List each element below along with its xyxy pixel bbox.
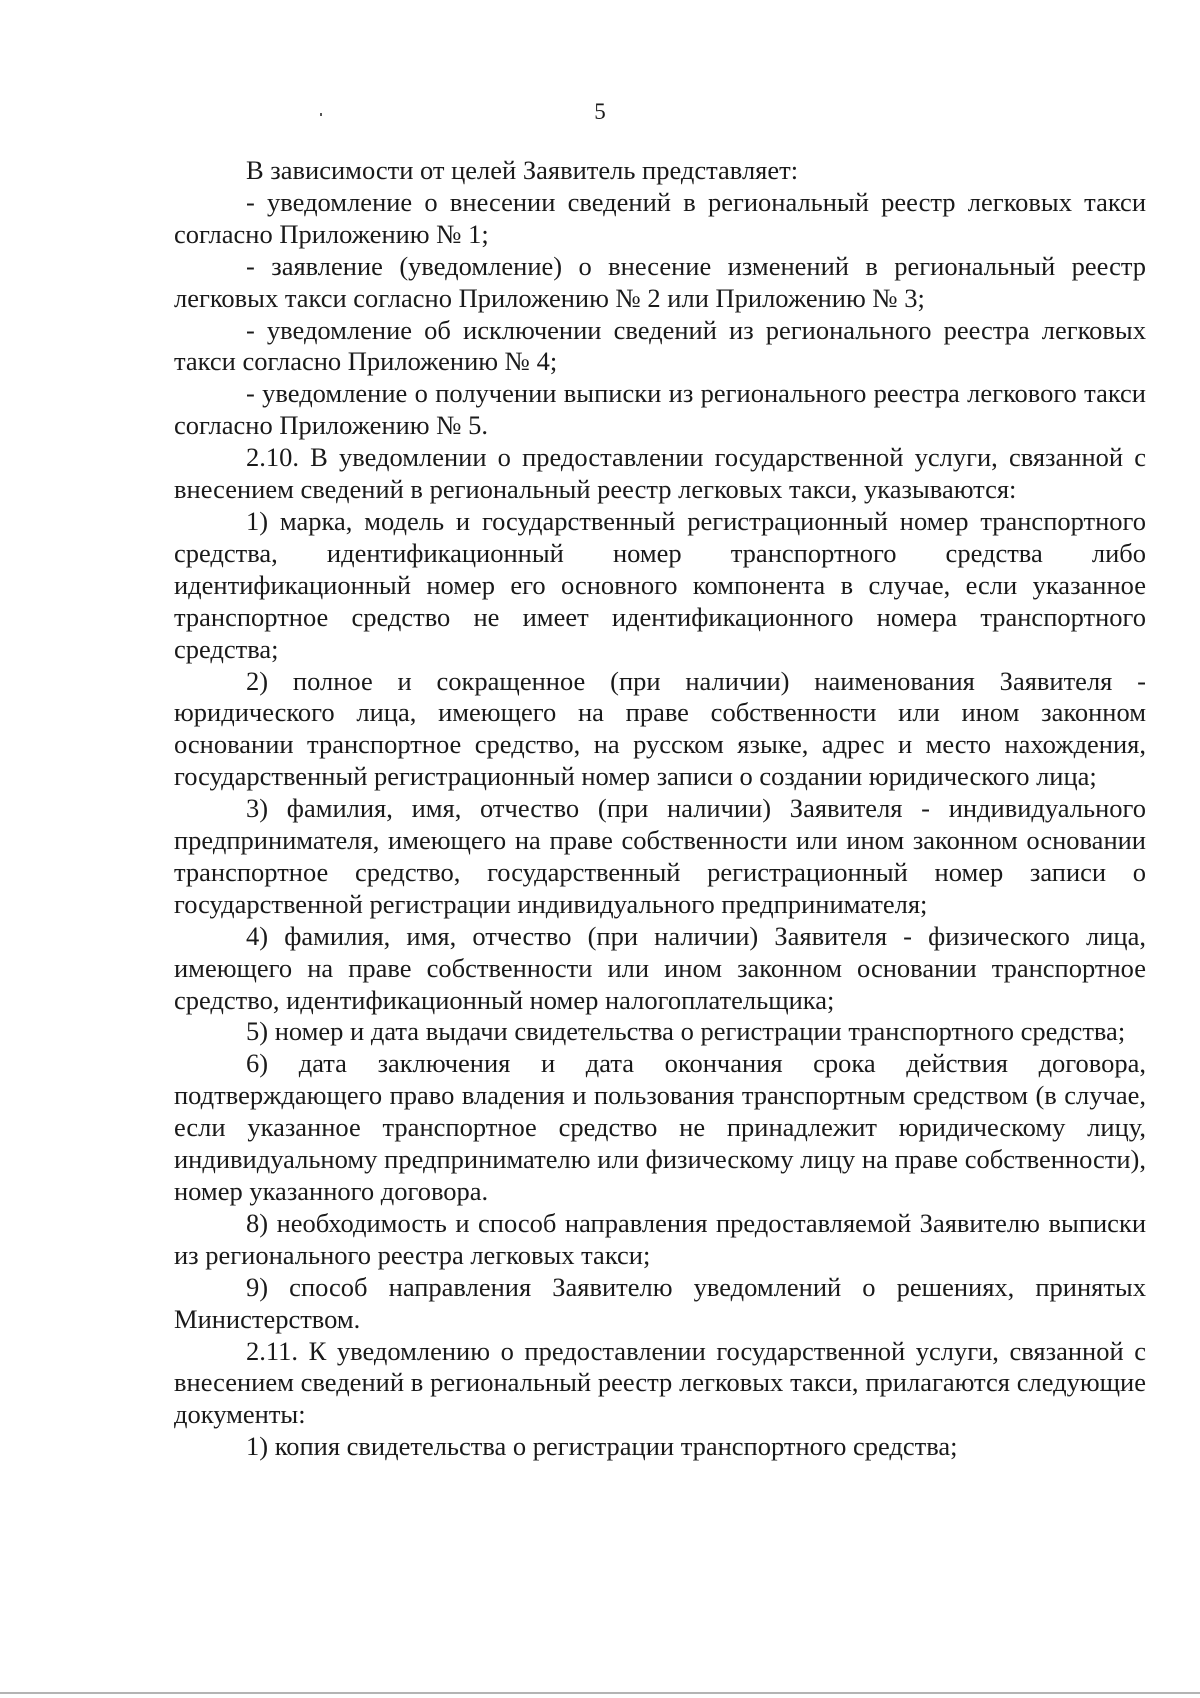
paragraph-item: 8) необходимость и способ направления предоставляемой Заявителю выписки из регионального реестра легковых такси; (174, 1207, 1146, 1270)
paragraph-item: - заявление (уведомление) о внесение изменений в региональный реестр легковых такси согласно Приложению № 2 или Приложению № 3; (174, 250, 1146, 313)
paragraph-clause-2-10: 2.10. В уведомлении о предоставлении государственной услуги, связанной с внесением сведений в региональный реестр легковых такси, указываются: (174, 442, 1146, 505)
paragraph-item: - уведомление о получении выписки из регионального реестра легкового такси согласно Приложению № 5. (174, 378, 1146, 441)
document-body (174, 155, 1146, 1463)
scan-speck (320, 113, 322, 116)
paragraph-item: 2) полное и сокращенное (при наличии) наименования Заявителя - юридического лица, имеющего на праве собственности или ином законном основании транспортное средство, на русском языке, адрес и место нахождения, государственный регистрационный номер записи о создании юридического лица; (174, 665, 1146, 792)
paragraph-clause-2-11: 2.11. К уведомлению о предоставлении государственной услуги, связанной с внесением сведений в региональный реестр легковых такси, прилагаются следующие документы: (174, 1335, 1146, 1430)
paragraph-item: 3) фамилия, имя, отчество (при наличии) Заявителя - индивидуального предпринимателя, имеющего на праве собственности или ином законном основании транспортное средство, государственный регистрационный номер записи о государственной регистрации индивидуального предпринимателя; (174, 793, 1146, 919)
paragraph-item: - уведомление о внесении сведений в региональный реестр легковых такси согласно Приложению № 1; (174, 186, 1146, 249)
paragraph-item: 1) копия свидетельства о регистрации транспортного средства; (246, 1431, 958, 1462)
paragraph-item: 9) способ направления Заявителю уведомлений о решениях, принятых Министерством. (174, 1271, 1146, 1334)
paragraph-item: 1) марка, модель и государственный регистрационный номер транспортного средства, идентификационный номер транспортного средства либо идентификационный номер его основного компонента в случае, если указанное транспортное средство не имеет идентификационного номера транспортного средства; (174, 505, 1146, 664)
scan-bottom-edge (0, 1692, 1200, 1694)
paragraph-item: 4) фамилия, имя, отчество (при наличии) Заявителя - физического лица, имеющего на праве собственности или ином законном основании транспортное средство, идентификационный номер налогоплательщика; (174, 920, 1146, 1015)
paragraph-item: 6) дата заключения и дата окончания срока действия договора, подтверждающего право владения и пользования транспортным средством (в случае, если указанное транспортное средство не принадлежит юридическому лицу, индивидуальному предпринимателю или физическому лицу на праве собственности), номер указанного договора. (174, 1048, 1146, 1206)
paragraph-item: 5) номер и дата выдачи свидетельства о регистрации транспортного средства; (246, 1016, 1126, 1047)
page-number: 5 (594, 99, 606, 124)
paragraph-intro: В зависимости от целей Заявитель представляет: (246, 155, 799, 185)
paragraph-item: - уведомление об исключении сведений из регионального реестра легковых такси согласно Приложению № 4; (174, 314, 1146, 377)
